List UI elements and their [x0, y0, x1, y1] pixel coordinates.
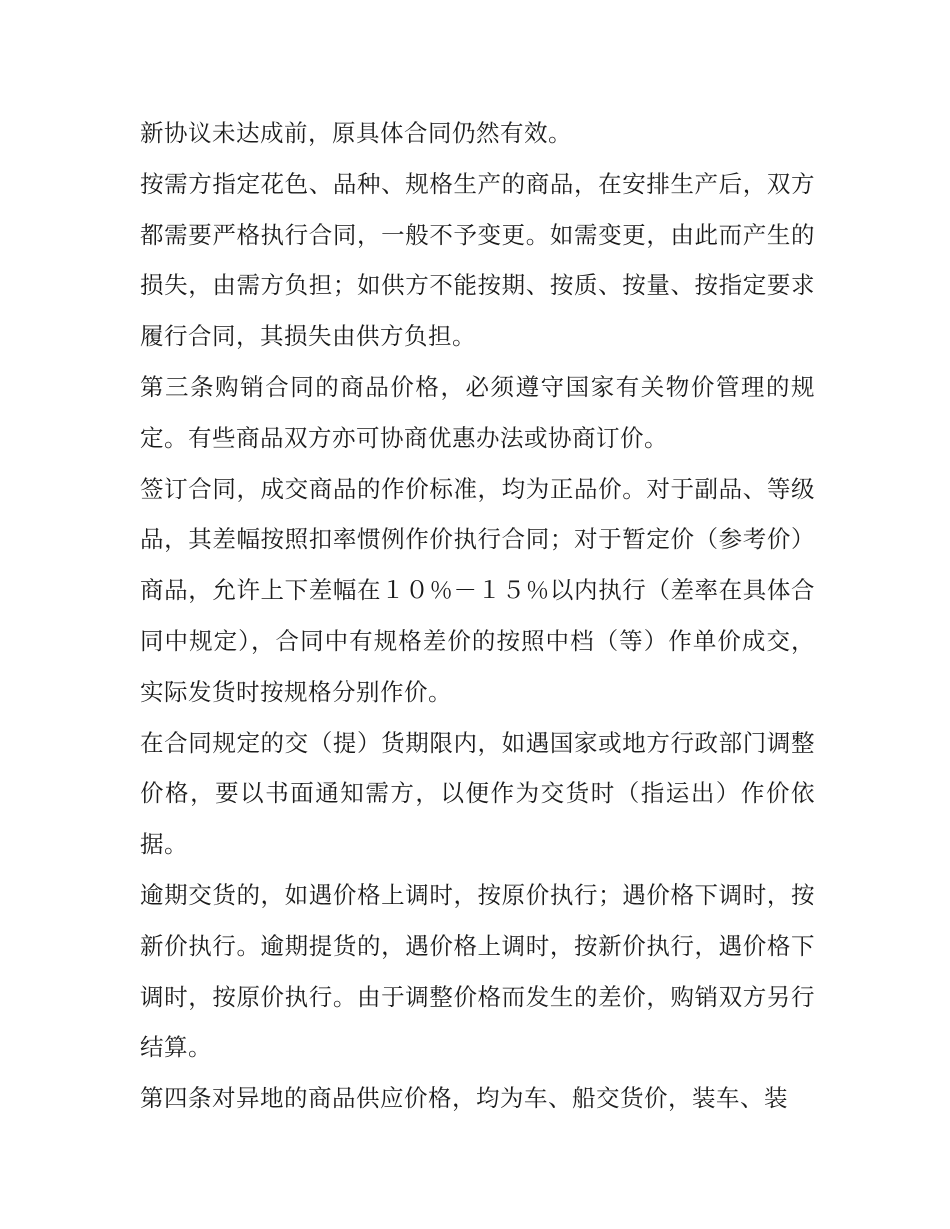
paragraph-4: 签订合同，成交商品的作价标准，均为正品价。对于副品、等级品，其差幅按照扣率惯例作价执行合同；对于暂定价（参考价）商品，允许上下差幅在１０％－１５％以内执行（差率在具体合同中规定），合同中有规格差价的按照中档（等）作单价成交，实际发货时按规格分别作价。: [140, 474, 815, 706]
paragraph-2: 按需方指定花色、品种、规格生产的商品，在安排生产后，双方都需要严格执行合同，一般不予变更。如需变更，由此而产生的损失，由需方负担；如供方不能按期、按质、按量、按指定要求履行合同，其损失由供方负担。: [140, 169, 815, 351]
paragraph-3: 第三条购销合同的商品价格，必须遵守国家有关物价管理的规定。有些商品双方亦可协商优惠办法或协商订价。: [140, 372, 815, 452]
paragraph-5: 在合同规定的交（提）货期限内，如遇国家或地方行政部门调整价格，要以书面通知需方，以便作为交货时（指运出）作价依据。: [140, 728, 815, 859]
paragraph-6: 逾期交货的，如遇价格上调时，按原价执行；遇价格下调时，按新价执行。逾期提货的，遇价格上调时，按新价执行，遇价格下调时，按原价执行。由于调整价格而发生的差价，购销双方另行结算。: [140, 880, 815, 1062]
paragraph-1: 新协议未达成前，原具体合同仍然有效。: [140, 119, 572, 147]
paragraph-7: 第四条对异地的商品供应价格，均为车、船交货价，装车、装: [140, 1084, 788, 1113]
document-body: [140, 108, 815, 1124]
